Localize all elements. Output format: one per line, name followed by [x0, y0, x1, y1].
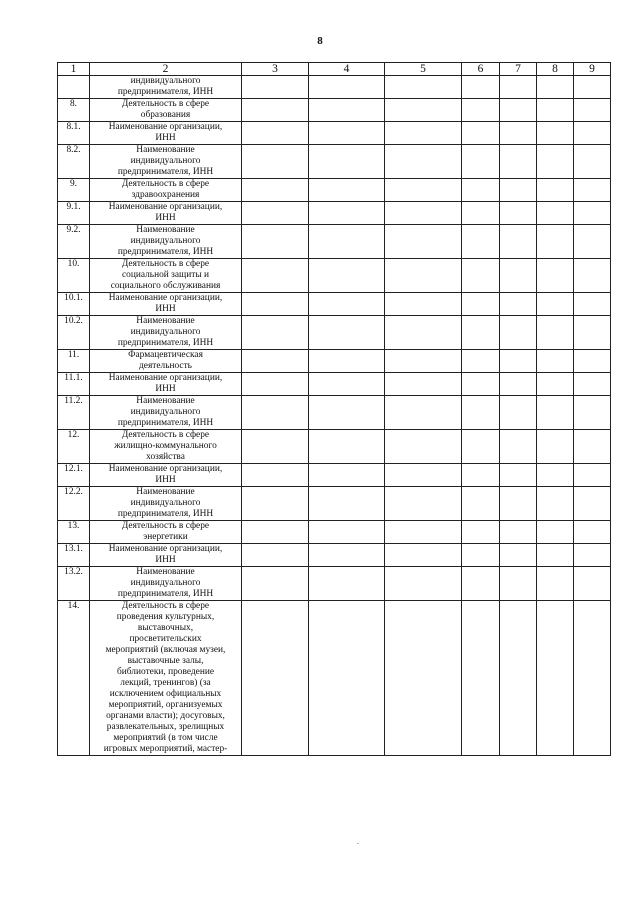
description-line: индивидуального: [130, 156, 201, 166]
empty-cell-col-3: [242, 122, 309, 145]
empty-cell-col-6: [462, 225, 500, 259]
row-number: 9.2.: [58, 225, 90, 259]
empty-cell-col-6: [462, 544, 500, 567]
table-row: [58, 487, 611, 521]
empty-cell-col-3: [242, 396, 309, 430]
empty-cell-col-5: [385, 145, 462, 179]
empty-cell-col-6: [462, 396, 500, 430]
activity-description: [90, 464, 242, 487]
activity-description: [90, 487, 242, 521]
row-number: 9.1.: [58, 202, 90, 225]
description-line: Наименование: [136, 145, 195, 155]
empty-cell-col-8: [537, 544, 574, 567]
empty-cell-col-7: [500, 179, 537, 202]
empty-cell-col-5: [385, 179, 462, 202]
column-header: 8: [537, 63, 574, 76]
description-line: предпринимателя, ИНН: [117, 87, 214, 97]
empty-cell-col-8: [537, 487, 574, 521]
empty-cell-col-5: [385, 122, 462, 145]
row-number: 11.2.: [58, 396, 90, 430]
empty-cell-col-9: [574, 396, 611, 430]
row-number: 8.2.: [58, 145, 90, 179]
empty-cell-col-8: [537, 259, 574, 293]
empty-cell-col-4: [309, 350, 385, 373]
table-row: [58, 567, 611, 601]
empty-cell-col-3: [242, 76, 309, 99]
empty-cell-col-7: [500, 202, 537, 225]
description-line: предпринимателя, ИНН: [117, 247, 214, 257]
description-line: Наименование организации,: [108, 373, 223, 383]
empty-cell-col-8: [537, 145, 574, 179]
table-row: [58, 316, 611, 350]
description-line: индивидуального: [130, 76, 201, 86]
empty-cell-col-7: [500, 430, 537, 464]
activity-description: [90, 293, 242, 316]
empty-cell-col-6: [462, 76, 500, 99]
empty-cell-col-6: [462, 373, 500, 396]
row-number: 11.1.: [58, 373, 90, 396]
description-line: органами власти); досуговых,: [106, 711, 225, 721]
empty-cell-col-5: [385, 259, 462, 293]
empty-cell-col-7: [500, 76, 537, 99]
description-line: энергетики: [143, 532, 188, 542]
table-row: [58, 464, 611, 487]
empty-cell-col-3: [242, 464, 309, 487]
column-header: 2: [90, 63, 242, 76]
empty-cell-col-9: [574, 601, 611, 756]
description-line: Наименование организации,: [108, 293, 223, 303]
description-line: индивидуального: [130, 578, 201, 588]
description-line: Фармацевтическая: [128, 350, 203, 360]
description-line: Деятельность в сфере: [121, 99, 210, 109]
row-number: 12.: [58, 430, 90, 464]
activity-description: [90, 225, 242, 259]
activity-description: [90, 316, 242, 350]
page-number: 8: [317, 35, 323, 47]
empty-cell-col-5: [385, 202, 462, 225]
description-line: развлекательных, зрелищных: [106, 722, 225, 732]
description-line: социальной защиты и: [121, 270, 209, 280]
description-line: ИНН: [155, 555, 176, 565]
empty-cell-col-6: [462, 293, 500, 316]
empty-cell-col-4: [309, 225, 385, 259]
table-row: [58, 202, 611, 225]
table-row: [58, 145, 611, 179]
table-row: [58, 259, 611, 293]
empty-cell-col-7: [500, 99, 537, 122]
table-row: [58, 122, 611, 145]
empty-cell-col-4: [309, 76, 385, 99]
empty-cell-col-3: [242, 350, 309, 373]
empty-cell-col-7: [500, 544, 537, 567]
empty-cell-col-5: [385, 544, 462, 567]
description-line: ИНН: [155, 384, 176, 394]
empty-cell-col-4: [309, 179, 385, 202]
empty-cell-col-4: [309, 202, 385, 225]
empty-cell-col-9: [574, 99, 611, 122]
activity-description: [90, 259, 242, 293]
empty-cell-col-7: [500, 373, 537, 396]
empty-cell-col-7: [500, 145, 537, 179]
description-line: Наименование: [136, 225, 195, 235]
description-line: исключением официальных: [109, 689, 222, 699]
activity-description: [90, 76, 242, 99]
empty-cell-col-5: [385, 430, 462, 464]
table-row: [58, 521, 611, 544]
description-line: Деятельность в сфере: [121, 179, 210, 189]
description-line: выставочных,: [137, 623, 194, 633]
activity-description: [90, 99, 242, 122]
empty-cell-col-9: [574, 179, 611, 202]
column-header: 6: [462, 63, 500, 76]
empty-cell-col-5: [385, 601, 462, 756]
description-line: Деятельность в сфере: [121, 601, 210, 611]
activity-description: [90, 373, 242, 396]
empty-cell-col-6: [462, 464, 500, 487]
empty-cell-col-9: [574, 350, 611, 373]
empty-cell-col-5: [385, 521, 462, 544]
empty-cell-col-7: [500, 396, 537, 430]
empty-cell-col-8: [537, 225, 574, 259]
empty-cell-col-4: [309, 601, 385, 756]
table-row: [58, 430, 611, 464]
table-body: [58, 76, 611, 756]
empty-cell-col-9: [574, 487, 611, 521]
row-number: 13.2.: [58, 567, 90, 601]
activity-description: [90, 567, 242, 601]
description-line: ИНН: [155, 133, 176, 143]
empty-cell-col-8: [537, 373, 574, 396]
description-line: индивидуального: [130, 407, 201, 417]
description-line: предпринимателя, ИНН: [117, 418, 214, 428]
empty-cell-col-8: [537, 430, 574, 464]
empty-cell-col-9: [574, 76, 611, 99]
empty-cell-col-4: [309, 544, 385, 567]
empty-cell-col-7: [500, 487, 537, 521]
empty-cell-col-6: [462, 521, 500, 544]
empty-cell-col-3: [242, 293, 309, 316]
empty-cell-col-9: [574, 464, 611, 487]
description-line: игровых мероприятий, мастер-: [103, 744, 228, 754]
empty-cell-col-3: [242, 145, 309, 179]
description-line: просветительских: [129, 634, 202, 644]
empty-cell-col-8: [537, 99, 574, 122]
empty-cell-col-9: [574, 316, 611, 350]
description-line: здравоохранения: [131, 190, 200, 200]
empty-cell-col-8: [537, 567, 574, 601]
activity-description: [90, 544, 242, 567]
activity-description: [90, 145, 242, 179]
table-row: [58, 179, 611, 202]
empty-cell-col-4: [309, 122, 385, 145]
activity-description: [90, 601, 242, 756]
activity-description: [90, 122, 242, 145]
table-row: [58, 544, 611, 567]
empty-cell-col-7: [500, 293, 537, 316]
empty-cell-col-6: [462, 567, 500, 601]
empty-cell-col-7: [500, 464, 537, 487]
empty-cell-col-7: [500, 259, 537, 293]
table-row: [58, 373, 611, 396]
column-header: 3: [242, 63, 309, 76]
scan-speck: [357, 843, 359, 844]
empty-cell-col-3: [242, 225, 309, 259]
empty-cell-col-3: [242, 521, 309, 544]
empty-cell-col-9: [574, 430, 611, 464]
empty-cell-col-3: [242, 373, 309, 396]
row-number: 8.: [58, 99, 90, 122]
empty-cell-col-3: [242, 567, 309, 601]
empty-cell-col-4: [309, 145, 385, 179]
empty-cell-col-3: [242, 544, 309, 567]
empty-cell-col-7: [500, 350, 537, 373]
empty-cell-col-4: [309, 464, 385, 487]
column-number-row: [58, 63, 611, 76]
description-line: Наименование: [136, 487, 195, 497]
column-header: 5: [385, 63, 462, 76]
activity-description: [90, 430, 242, 464]
column-header: 1: [58, 63, 90, 76]
column-header: 7: [500, 63, 537, 76]
row-number: 13.: [58, 521, 90, 544]
empty-cell-col-4: [309, 521, 385, 544]
empty-cell-col-4: [309, 293, 385, 316]
description-line: Деятельность в сфере: [121, 430, 210, 440]
empty-cell-col-8: [537, 179, 574, 202]
empty-cell-col-4: [309, 373, 385, 396]
description-line: мероприятий, организуемых: [108, 700, 223, 710]
row-number: [58, 76, 90, 99]
empty-cell-col-6: [462, 145, 500, 179]
empty-cell-col-5: [385, 396, 462, 430]
empty-cell-col-6: [462, 122, 500, 145]
row-number: 13.1.: [58, 544, 90, 567]
empty-cell-col-8: [537, 350, 574, 373]
activity-description: [90, 350, 242, 373]
description-line: библиотеки, проведение: [116, 667, 215, 677]
table-row: [58, 350, 611, 373]
empty-cell-col-4: [309, 316, 385, 350]
description-line: мероприятий (в том числе: [113, 733, 218, 743]
description-line: индивидуального: [130, 236, 201, 246]
description-line: выставочные залы,: [127, 656, 204, 666]
table-row: [58, 225, 611, 259]
table-row: [58, 601, 611, 756]
activity-description: [90, 179, 242, 202]
empty-cell-col-6: [462, 99, 500, 122]
empty-cell-col-7: [500, 521, 537, 544]
description-line: Наименование организации,: [108, 464, 223, 474]
empty-cell-col-6: [462, 259, 500, 293]
description-line: Наименование: [136, 567, 195, 577]
row-number: 10.2.: [58, 316, 90, 350]
row-number: 10.1.: [58, 293, 90, 316]
empty-cell-col-7: [500, 316, 537, 350]
empty-cell-col-9: [574, 521, 611, 544]
empty-cell-col-6: [462, 179, 500, 202]
row-number: 12.2.: [58, 487, 90, 521]
empty-cell-col-3: [242, 601, 309, 756]
empty-cell-col-8: [537, 396, 574, 430]
empty-cell-col-4: [309, 430, 385, 464]
empty-cell-col-6: [462, 316, 500, 350]
row-number: 11.: [58, 350, 90, 373]
description-line: индивидуального: [130, 327, 201, 337]
empty-cell-col-4: [309, 259, 385, 293]
description-line: деятельность: [139, 361, 192, 371]
empty-cell-col-7: [500, 601, 537, 756]
description-line: Наименование: [136, 396, 195, 406]
empty-cell-col-3: [242, 179, 309, 202]
description-line: предпринимателя, ИНН: [117, 338, 214, 348]
activity-description: [90, 202, 242, 225]
empty-cell-col-5: [385, 293, 462, 316]
empty-cell-col-9: [574, 373, 611, 396]
empty-cell-col-9: [574, 225, 611, 259]
description-line: проведения культурных,: [116, 612, 215, 622]
empty-cell-col-8: [537, 316, 574, 350]
empty-cell-col-3: [242, 99, 309, 122]
empty-cell-col-4: [309, 396, 385, 430]
description-line: Деятельность в сфере: [121, 259, 210, 269]
empty-cell-col-5: [385, 316, 462, 350]
empty-cell-col-8: [537, 293, 574, 316]
empty-cell-col-8: [537, 521, 574, 544]
column-header: 4: [309, 63, 385, 76]
empty-cell-col-5: [385, 225, 462, 259]
empty-cell-col-4: [309, 567, 385, 601]
empty-cell-col-7: [500, 567, 537, 601]
empty-cell-col-8: [537, 601, 574, 756]
empty-cell-col-9: [574, 122, 611, 145]
empty-cell-col-4: [309, 487, 385, 521]
description-line: Наименование: [136, 316, 195, 326]
description-line: Наименование организации,: [108, 202, 223, 212]
description-line: образования: [140, 110, 191, 120]
report-table: [57, 62, 611, 756]
empty-cell-col-3: [242, 487, 309, 521]
empty-cell-col-5: [385, 464, 462, 487]
description-line: ИНН: [155, 475, 176, 485]
description-line: Деятельность в сфере: [121, 521, 210, 531]
empty-cell-col-6: [462, 430, 500, 464]
table-row: [58, 76, 611, 99]
description-line: лекций, тренингов) (за: [120, 678, 211, 688]
description-line: ИНН: [155, 304, 176, 314]
description-line: индивидуального: [130, 498, 201, 508]
empty-cell-col-8: [537, 76, 574, 99]
empty-cell-col-9: [574, 293, 611, 316]
empty-cell-col-5: [385, 567, 462, 601]
empty-cell-col-5: [385, 373, 462, 396]
empty-cell-col-9: [574, 259, 611, 293]
empty-cell-col-3: [242, 430, 309, 464]
description-line: жилищно-коммунального: [114, 441, 217, 451]
activity-description: [90, 521, 242, 544]
row-number: 14.: [58, 601, 90, 756]
empty-cell-col-7: [500, 122, 537, 145]
empty-cell-col-8: [537, 122, 574, 145]
row-number: 8.1.: [58, 122, 90, 145]
empty-cell-col-7: [500, 225, 537, 259]
row-number: 10.: [58, 259, 90, 293]
empty-cell-col-6: [462, 601, 500, 756]
empty-cell-col-4: [309, 99, 385, 122]
description-line: мероприятий (включая музеи,: [105, 645, 226, 655]
empty-cell-col-6: [462, 350, 500, 373]
description-line: ИНН: [155, 213, 176, 223]
activity-description: [90, 396, 242, 430]
empty-cell-col-9: [574, 145, 611, 179]
table-row: [58, 396, 611, 430]
empty-cell-col-8: [537, 464, 574, 487]
empty-cell-col-5: [385, 350, 462, 373]
empty-cell-col-6: [462, 487, 500, 521]
description-line: предпринимателя, ИНН: [117, 167, 214, 177]
empty-cell-col-5: [385, 76, 462, 99]
empty-cell-col-8: [537, 202, 574, 225]
description-line: предпринимателя, ИНН: [117, 509, 214, 519]
table-row: [58, 293, 611, 316]
description-line: предпринимателя, ИНН: [117, 589, 214, 599]
empty-cell-col-3: [242, 259, 309, 293]
empty-cell-col-5: [385, 99, 462, 122]
description-line: Наименование организации,: [108, 544, 223, 554]
empty-cell-col-9: [574, 544, 611, 567]
empty-cell-col-5: [385, 487, 462, 521]
row-number: 12.1.: [58, 464, 90, 487]
empty-cell-col-9: [574, 567, 611, 601]
empty-cell-col-3: [242, 316, 309, 350]
description-line: социального обслуживания: [110, 281, 221, 291]
empty-cell-col-9: [574, 202, 611, 225]
description-line: Наименование организации,: [108, 122, 223, 132]
description-line: хозяйства: [146, 452, 185, 462]
table-row: [58, 99, 611, 122]
empty-cell-col-6: [462, 202, 500, 225]
empty-cell-col-3: [242, 202, 309, 225]
column-header: 9: [574, 63, 611, 76]
row-number: 9.: [58, 179, 90, 202]
